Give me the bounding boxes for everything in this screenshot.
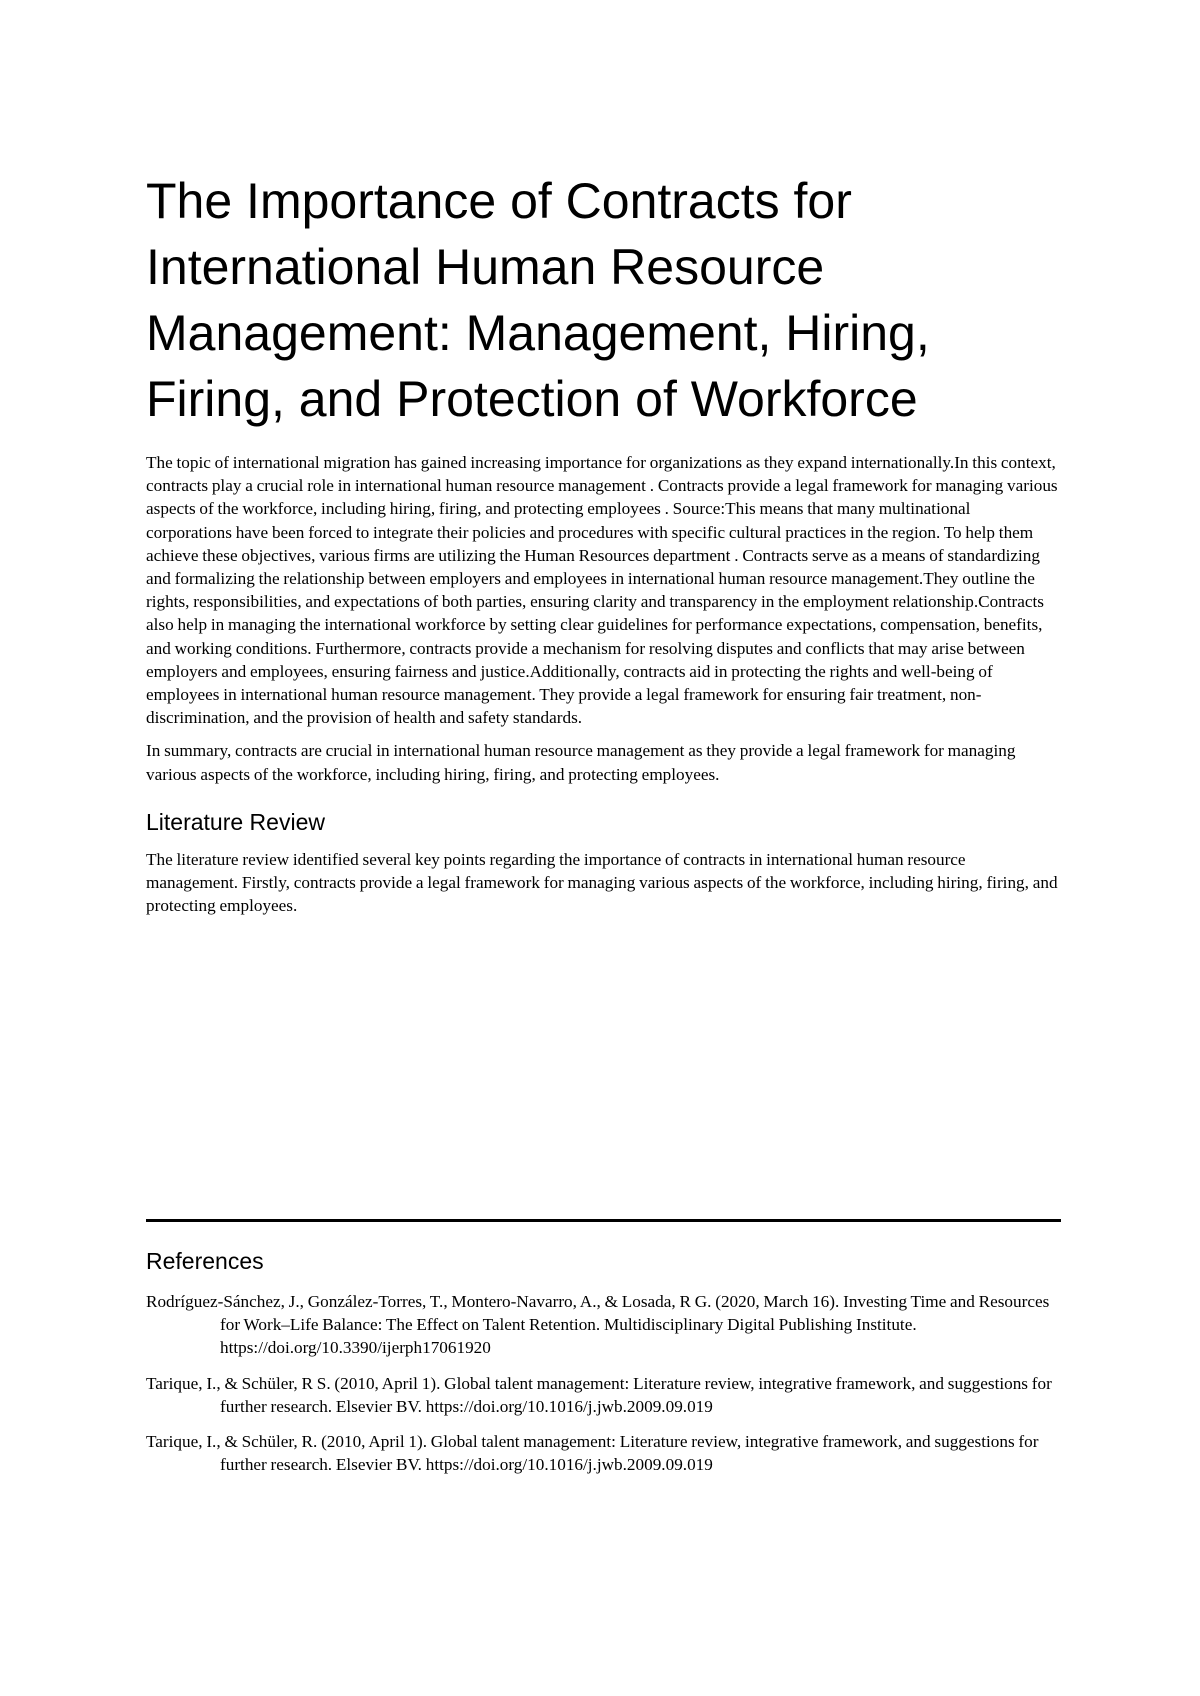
references-heading: References: [146, 1248, 264, 1274]
reference-entry: Rodríguez-Sánchez, J., González-Torres, T., Montero-Navarro, A., & Losada, R G. (2020, March 16). Investing Time and Resources for Work–Life Balance: The Effect on Talent Retention. Multidisciplinary Digital Publishing Institute. https://doi.org/10.3390/ijerph17061920: [146, 1292, 1050, 1358]
references-divider: [146, 1219, 1061, 1222]
document-title: The Importance of Contracts for International Human Resource Management: Management, Hiring, Firing, and Protection of Workforce: [146, 173, 930, 427]
reference-entry: Tarique, I., & Schüler, R S. (2010, April 1). Global talent management: Literature review, integrative framework, and suggestions for further research. Elsevier BV. https://doi.org/10.1016/j.jwb.2009.09.019: [146, 1373, 1052, 1416]
document-body: [146, 168, 1060, 927]
literature-review-heading: Literature Review: [146, 808, 325, 835]
references-section: [146, 1246, 1060, 1488]
literature-review-paragraph: The literature review identified several key points regarding the importance of contracts in international human resource management. Firstly, contracts provide a legal framework for managing various aspects of the workforce, including hiring, firing, and protecting employees.: [146, 849, 1058, 916]
summary-paragraph: In summary, contracts are crucial in international human resource management as they provide a legal framework for managing various aspects of the workforce, including hiring, firing, and protecting employees.: [146, 741, 1016, 784]
reference-entry: Tarique, I., & Schüler, R. (2010, April 1). Global talent management: Literature review, integrative framework, and suggestions for further research. Elsevier BV. https://doi.org/10.1016/j.jwb.2009.09.019: [146, 1432, 1039, 1475]
intro-paragraph: The topic of international migration has gained increasing importance for organizations as they expand internationally.In this context, contracts play a crucial role in international human resource management . Contracts provide a legal framework for managing various aspects of the workforce, including hiring, firing, and protecting employees . Source:This means that many multinational corporations have been forced to integrate their policies and procedures with specific cultural practices in the region. To help them achieve these objectives, various firms are utilizing the Human Resources department . Contracts serve as a means of standardizing and formalizing the relationship between employers and employees in international human resource management.They outline the rights, responsibilities, and expectations of both parties, ensuring clarity and transparency in the employment relationship.Contracts also help in managing the international workforce by setting clear guidelines for performance expectations, compensation, benefits, and working conditions. Furthermore, contracts provide a mechanism for resolving disputes and conflicts that may arise between employers and employees, ensuring fairness and justice.Additionally, contracts aid in protecting the rights and well-being of employees in international human resource management. They provide a legal framework for ensuring fair treatment, non-discrimination, and the provision of health and safety standards.: [146, 453, 1058, 728]
